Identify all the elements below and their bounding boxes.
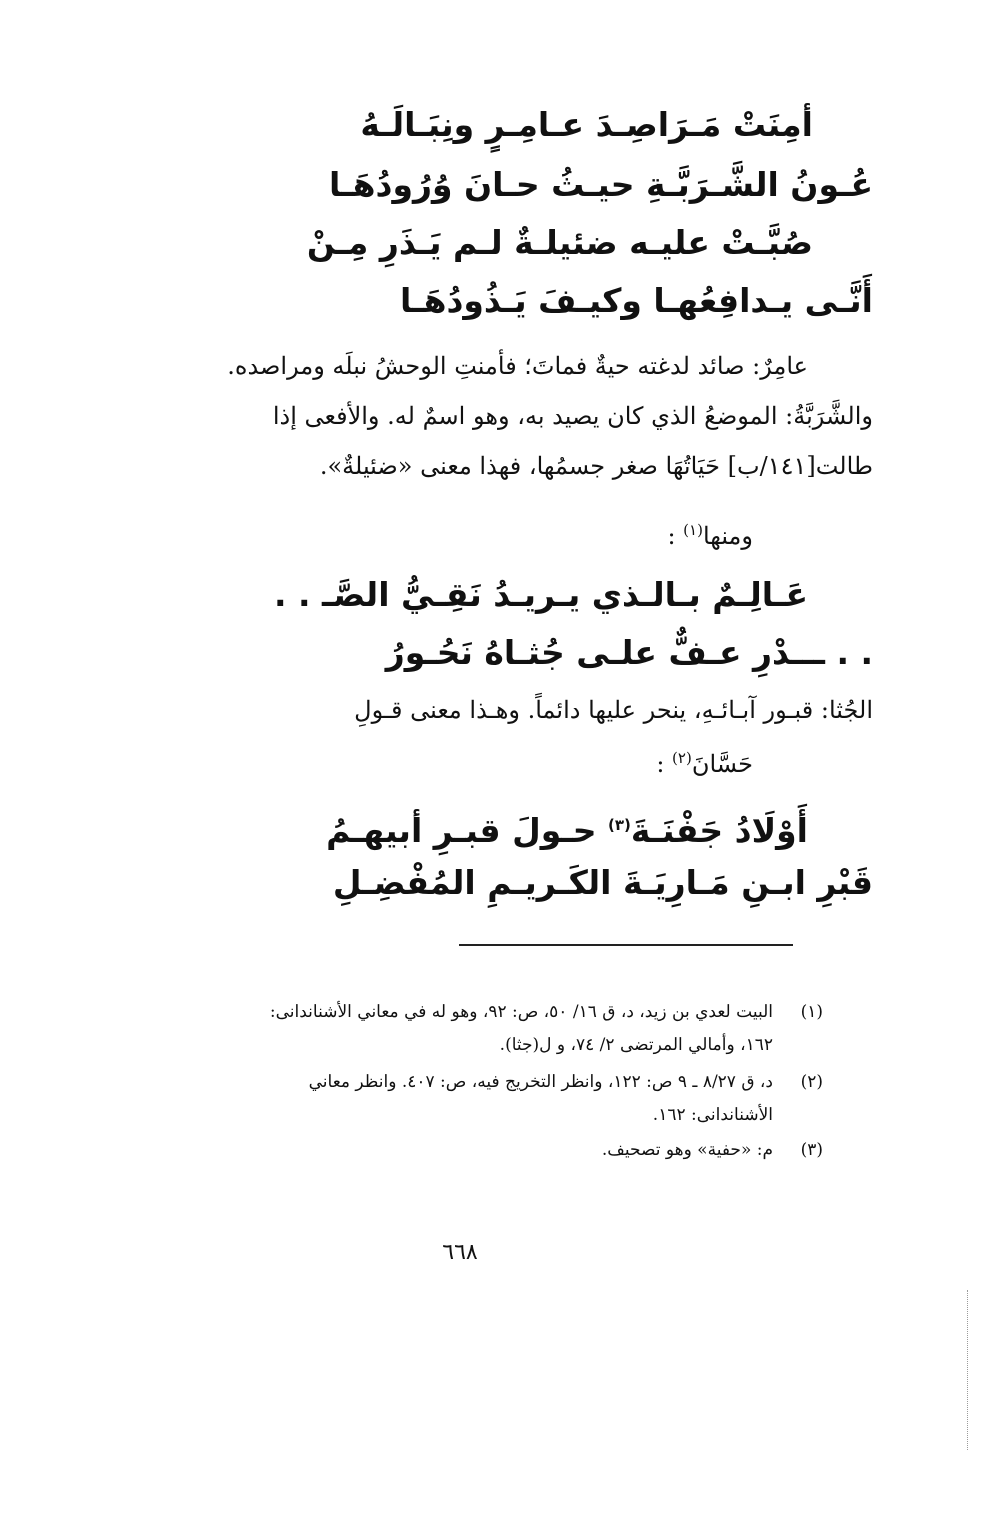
footnote-ref-3: (٣)	[608, 816, 631, 834]
footnote-2-line-1: د، ق ٨/٢٧ ـ ٩ ص: ١٢٢، وانظر التخريج فيه، ص: ٤٠٧. وانظر معاني	[308, 1072, 773, 1092]
verse-line-2: عُـونُ الشَّـرَبَّـةِ حيـثُ حـانَ وُرُودُهَـا	[328, 165, 873, 204]
commentary2-line-2	[656, 740, 753, 782]
footnote-2-number: (٢)	[800, 1072, 823, 1092]
verse3-line-2: قَبْرِ ابـنِ مَـارِيَـةَ الكَـريـمِ المُفْضِـلِ	[332, 863, 873, 902]
commentary-line-1: عامِرٌ: صائد لدغته حيةٌ فماتَ؛ فأمنتِ الوحشُ نبلَه ومراصده.	[227, 352, 808, 380]
footnote-1-number: (١)	[800, 1002, 823, 1022]
verse3-pre: أَوْلَادُ جَفْنَـةَ	[630, 811, 808, 850]
citation-intro-text: ومنها	[702, 522, 753, 550]
verse-line-1: أمِنَتْ مَـرَاصِـدَ عـامِـرٍ ونِبَـالَـهُ	[360, 105, 813, 144]
commentary2-line-1: الجُثا: قبـور آبـائـهِ، ينحر عليها دائماً. وهـذا معنى قـولِ	[354, 696, 873, 724]
footnote-ref-2: (٢)	[672, 749, 692, 767]
footnote-separator	[459, 944, 793, 946]
scan-margin-line	[967, 1290, 968, 1450]
footnote-1-line-2: ١٦٢، وأمالي المرتضى ٢/ ٧٤، و ل(جثا).	[499, 1035, 773, 1055]
verse3-post: حـولَ قبـرِ أبيهـمُ	[326, 811, 608, 850]
commentary-line-3: طالت[١٤١/ب] حَيَاتُهَا صغر جسمُها، فهذا معنى «ضئيلةٌ».	[319, 452, 873, 480]
footnote-3-number: (٣)	[800, 1140, 823, 1160]
verse2-line-2: . . ـــدْرِ عـفٌّ علـى جُثـاهُ نَحُـورُ	[385, 633, 873, 672]
commentary-line-2: والشَّرَبَّةُ: الموضعُ الذي كان يصيد به، وهو اسمٌ له. والأفعى إذا	[272, 402, 873, 430]
page-number: ٦٦٨	[442, 1240, 478, 1265]
commentary2-colon: :	[656, 750, 673, 778]
verse-line-4: أَنَّـى يـدافِعُهـا وكيـفَ يَـذُودُهَـا	[399, 281, 873, 320]
citation-intro	[667, 512, 753, 554]
footnote-3-line-1: م: «حفية» وهو تصحيف.	[601, 1140, 773, 1160]
citation-intro-colon: :	[667, 522, 684, 550]
footnote-1-line-1: البيت لعدي بن زيد، د، ق ١٦/ ٥٠، ص: ٩٢، وهو له في معاني الأشناندانى:	[269, 1002, 773, 1022]
commentary2-name: حَسَّانَ	[691, 750, 753, 778]
verse3-line-1	[326, 800, 808, 856]
verse2-line-1: عَـالِـمٌ بـالـذي يـريـدُ نَقِـيُّ الصَّـ . .	[273, 575, 808, 614]
verse-line-3: صُبَّـتْ عليـه ضئيلـةٌ لـم يَـذَرِ مِـنْ	[306, 223, 813, 262]
footnote-ref-1: (١)	[683, 521, 703, 539]
footnote-2-line-2: الأشناندانى: ١٦٢.	[652, 1105, 773, 1125]
